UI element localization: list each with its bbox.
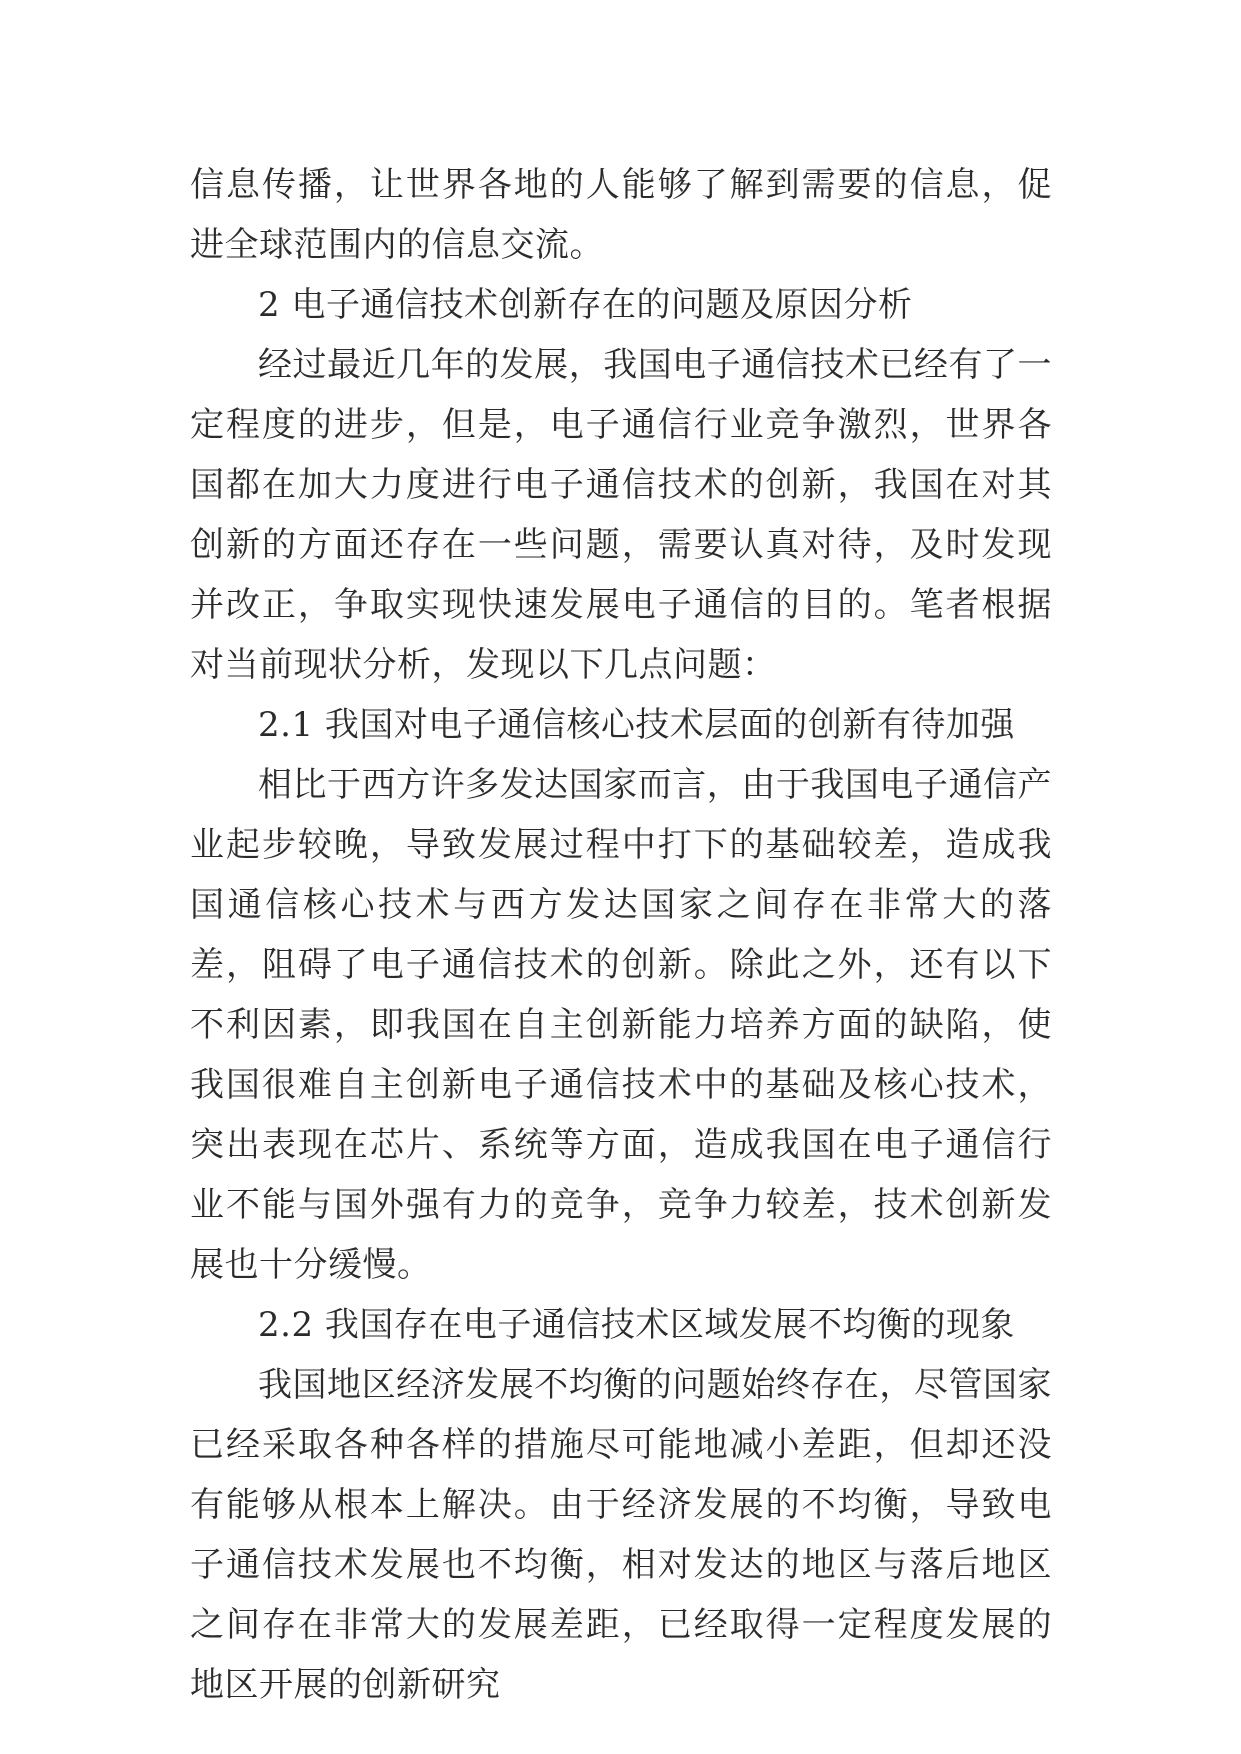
paragraph-body: 经过最近几年的发展，我国电子通信技术已经有了一定程度的进步，但是，电子通信行业竞争激烈，世界各国都在加大力度进行电子通信技术的创新，我国在对其创新的方面还存在一些问题，需要认真对待，及时发现并改正，争取实现快速发展电子通信的目的。笔者根据对当前现状分析，发现以下几点问题： (190, 345, 1052, 685)
paragraph-body: 相比于西方许多发达国家而言，由于我国电子通信产业起步较晚，导致发展过程中打下的基础较差，造成我国通信核心技术与西方发达国家之间存在非常大的落差，阻碍了电子通信技术的创新。除此之外，还有以下不利因素，即我国在自主创新能力培养方面的缺陷，使我国很难自主创新电子通信技术中的基础及核心技术，突出表现在芯片、系统等方面，造成我国在电子通信行业不能与国外强有力的竞争，竞争力较差，技术创新发展也十分缓慢。 (190, 765, 1052, 1285)
section-heading-2-1: 2.1 我国对电子通信核心技术层面的创新有待加强 (258, 705, 1015, 745)
document-body (190, 155, 1052, 1715)
paragraph-continued: 信息传播，让世界各地的人能够了解到需要的信息，促进全球范围内的信息交流。 (190, 165, 1052, 265)
paragraph-body: 我国地区经济发展不均衡的问题始终存在，尽管国家已经采取各种各样的措施尽可能地减小差距，但却还没有能够从根本上解决。由于经济发展的不均衡，导致电子通信技术发展也不均衡，相对发达的地区与落后地区之间存在非常大的发展差距，已经取得一定程度发展的地区开展的创新研究 (190, 1365, 1052, 1705)
section-heading-2: 2 电子通信技术创新存在的问题及原因分析 (258, 285, 913, 325)
section-heading-2-2: 2.2 我国存在电子通信技术区域发展不均衡的现象 (258, 1305, 1015, 1345)
